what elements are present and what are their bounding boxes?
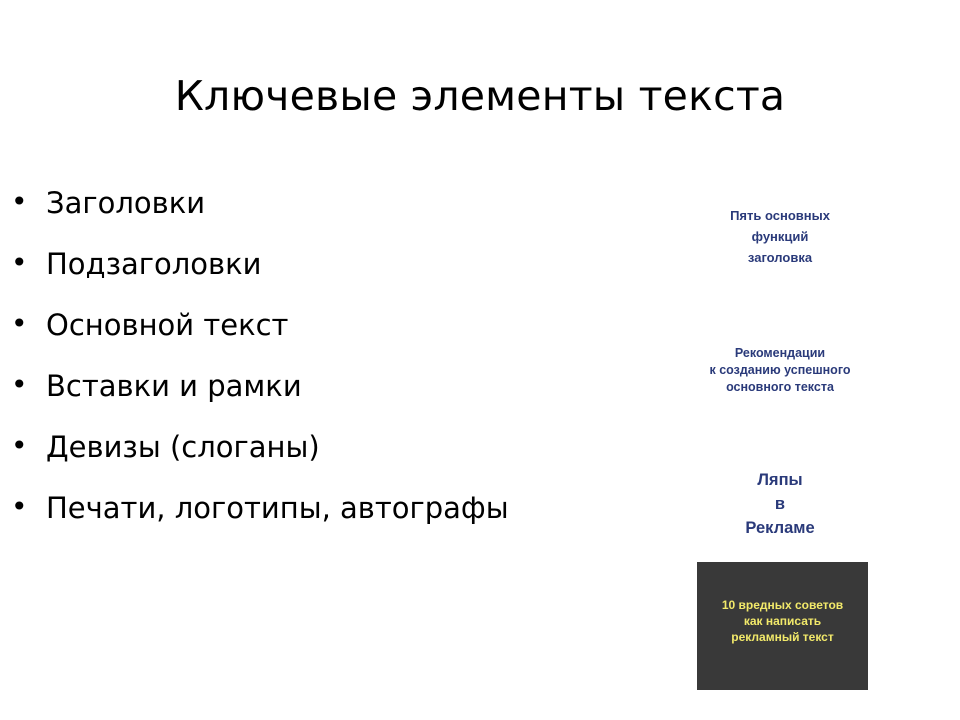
- bullet-text: Подзаголовки: [46, 247, 262, 281]
- bullet-text: Девизы (слоганы): [46, 430, 320, 464]
- harmful-tips-label: 10 вредных советов как написать рекламный текст: [721, 598, 844, 644]
- link-body-text-recommendations[interactable]: Рекомендации к созданию успешного основного текста: [709, 346, 851, 394]
- bullet-text: Печати, логотипы, автографы: [46, 491, 509, 525]
- bullet-icon: •: [11, 429, 28, 462]
- bullet-text: Основной текст: [46, 308, 289, 342]
- bullet-icon: •: [11, 368, 28, 401]
- bullet-icon: •: [11, 307, 28, 340]
- bullet-icon: •: [11, 490, 28, 523]
- bullet-text: Вставки и рамки: [46, 369, 302, 403]
- bullet-icon: •: [11, 246, 28, 279]
- link-five-headline-functions[interactable]: Пять основных функций заголовка: [730, 208, 830, 265]
- link-ad-blunders[interactable]: Ляпы в Рекламе: [745, 471, 815, 537]
- bullet-text: Заголовки: [46, 186, 206, 220]
- slide-title: Ключевые элементы текста: [174, 72, 786, 120]
- harmful-tips-button[interactable]: [697, 562, 868, 690]
- bullet-icon: •: [11, 185, 28, 218]
